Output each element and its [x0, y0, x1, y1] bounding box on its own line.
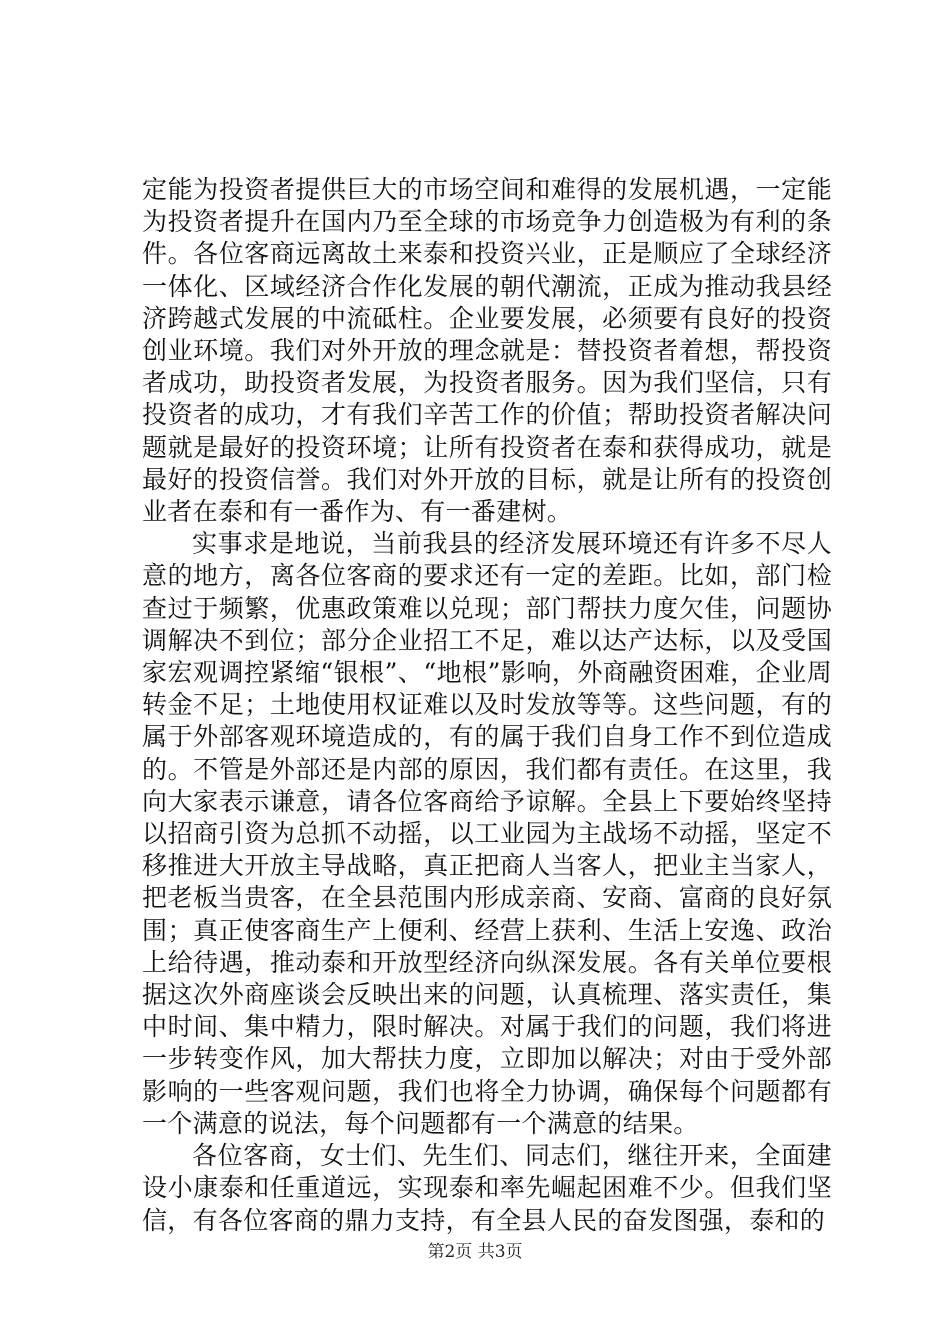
- document-body: [142, 174, 832, 1237]
- paragraph-2: 实事求是地说，当前我县的经济发展环境还有许多不尽人意的地方，离各位客商的要求还有一定的差距。比如，部门检查过于频繁，优惠政策难以兑现；部门帮扶力度欠佳，问题协调解决不到位；部分企业招工不足，难以达产达标，以及受国家宏观调控紧缩“银根”、“地根”影响，外商融资困难，企业周转金不足；土地使用权证难以及时发放等等。这些问题，有的属于外部客观环境造成的，有的属于我们自身工作不到位造成的。不管是外部还是内部的原因，我们都有责任。在这里，我向大家表示谦意，请各位客商给予谅解。全县上下要始终坚持以招商引资为总抓不动摇，以工业园为主战场不动摇，坚定不移推进大开放主导战略，真正把商人当客人，把业主当家人，把老板当贵客，在全县范围内形成亲商、安商、富商的良好氛围；真正使客商生产上便利、经营上获利、生活上安逸、政治上给待遇，推动泰和开放型经济向纵深发展。各有关单位要根据这次外商座谈会反映出来的问题，认真梳理、落实责任，集中时间、集中精力，限时解决。对属于我们的问题，我们将进一步转变作风，加大帮扶力度，立即加以解决；对由于受外部影响的一些客观问题，我们也将全力协调，确保每个问题都有一个满意的说法，每个问题都有一个满意的结果。: [142, 529, 832, 1138]
- paragraph-1: 定能为投资者提供巨大的市场空间和难得的发展机遇，一定能为投资者提升在国内乃至全球的市场竞争力创造极为有利的条件。各位客商远离故土来泰和投资兴业，正是顺应了全球经济一体化、区域经济合作化发展的朝代潮流，正成为推动我县经济跨越式发展的中流砥柱。企业要发展，必须要有良好的投资创业环境。我们对外开放的理念就是：替投资者着想，帮投资者成功，助投资者发展，为投资者服务。因为我们坚信，只有投资者的成功，才有我们辛苦工作的价值；帮助投资者解决问题就是最好的投资环境；让所有投资者在泰和获得成功，就是最好的投资信誉。我们对外开放的目标，就是让所有的投资创业者在泰和有一番作为、有一番建树。: [142, 175, 832, 527]
- paragraph-3: 各位客商，女士们、先生们、同志们，继往开来，全面建设小康泰和任重道远，实现泰和率先崛起困难不少。但我们坚信，有各位客商的鼎力支持，有全县人民的奋发图强，泰和的: [142, 1141, 832, 1235]
- page-number-footer: 第2页 共3页: [427, 1242, 523, 1262]
